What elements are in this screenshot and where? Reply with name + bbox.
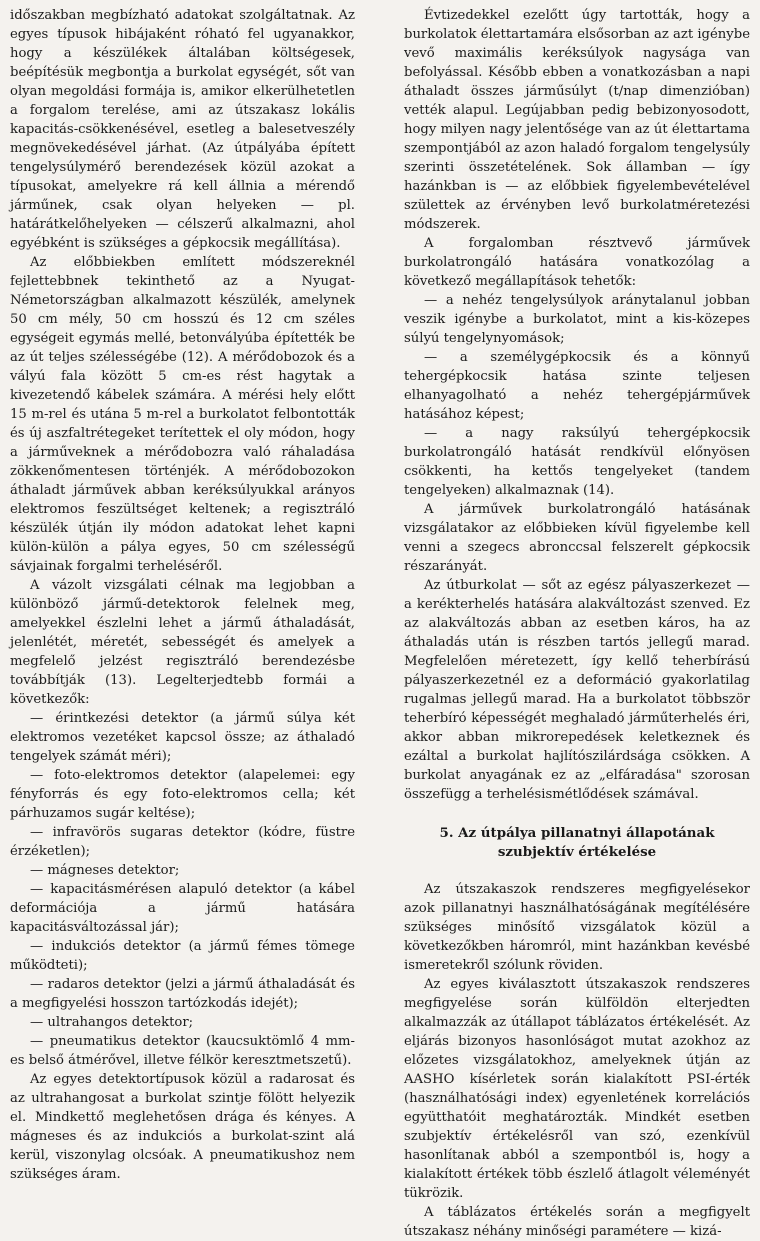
paragraph: A járművek burkolatrongáló hatásának vizsgálatakor az előbbieken kívül figyelembe kell venni a szegecs abronccsal felszerelt gépkocsik részarányát.	[404, 502, 750, 574]
right-column	[404, 6, 750, 1241]
list-item: — radaros detektor (jelzi a jármű áthaladását és a megfigyelési hosszon tartózkodás idejét);	[10, 977, 355, 1011]
list-item: — kapacitásmérésen alapuló detektor (a kábel deformációja a jármű hatására kapacitásváltozással jár);	[10, 882, 355, 935]
left-column	[10, 6, 355, 1184]
list-item: — a személygépkocsik és a könnyű tehergépkocsik hatása szinte teljesen elhanyagolható a nehéz tehergépjárművek hatásához képest;	[404, 350, 750, 422]
paragraph: Az útszakaszok rendszeres megfigyelésekor azok pillanatnyi használhatóságának megítélésére szükséges minősítő vizsgálatok közül a következőkben háromról, mint hazánkban kevésbé ismeretekről szólunk röviden.	[404, 882, 750, 973]
list-item: — ultrahangos detektor;	[30, 1015, 194, 1030]
list-item: — pneumatikus detektor (kaucsuktömlő 4 mm-es belső átmérővel, illetve félkör keresztmetszetű).	[10, 1034, 355, 1068]
list-item: — a nehéz tengelysúlyok aránytalanul jobban veszik igénybe a burkolatot, mint a kis-közepes súlyú tengelynyomások;	[404, 293, 750, 346]
paragraph: Évtizedekkel ezelőtt úgy tartották, hogy a burkolatok élettartamára elsősorban az azt igénybe vevő maximális keréksúlyok nagysága van befolyással. Később ebben a vonatkozásban a napi áthaladt összes járműsúlyt (t/nap dimenzióban) vették alapul. Legújabban pedig bebizonyosodott, hogy milyen nagy jelentősége van az út élettartama szempontjából az azon haladó forgalom tengelysúly szerinti összetételének. Sok államban — így hazánkban is — az előbbiek figyelembevételével születtek az érvényben levő burkolatméretezési módszerek.	[404, 8, 750, 232]
list-item: — mágneses detektor;	[30, 863, 180, 878]
list-item: — a nagy raksúlyú tehergépkocsik burkolatrongáló hatását rendkívül előnyösen csökkenti, ha kettős tengelyeket (tandem tengelyeken) alkalmaznak (14).	[404, 426, 750, 498]
paragraph: A vázolt vizsgálati célnak ma legjobban a különböző jármű-detektorok felelnek meg, amelyekkel észlelni lehet a jármű áthaladását, jelenlétét, méretét, sebességét és amelyek a megfelelő jelzést regisztráló berendezésbe továbbítják (13). Legelterjedtebb formái a következők:	[10, 578, 355, 707]
paragraph: Az útburkolat — sőt az egész pályaszerkezet — a kerékterhelés hatására alakváltozást szenved. Ez az alakváltozás abban az esetben káros, ha az áthaladás után is részben tartós jellegű marad. Megfelelően méretezett, így kellő teherbírású pályaszerkezetnél ez a deformáció gyakorlatilag rugalmas jellegű marad. Ha a burkolatot többször teherbíró képességét meghaladó járműterhelés éri, akkor abban mikrorepedések keletkeznek és ezáltal a burkolat hajlítószilárdsága csökken. A burkolat anyagának ez az „elfáradása" szorosan összefügg a terhelésismétlődések számával.	[404, 578, 750, 802]
paragraph: A táblázatos értékelés során a megfigyelt útszakasz néhány minőségi paramétere — kizá-	[404, 1205, 750, 1239]
list-item: — indukciós detektor (a jármű fémes tömege működteti);	[10, 939, 355, 973]
list-item: — infravörös sugaras detektor (kódre, füstre érzéketlen);	[10, 825, 355, 859]
paragraph: időszakban megbízható adatokat szolgáltatnak. Az egyes típusok hibájaként róható fel ugyanakkor, hogy a készülékek általában költségesek, beépítésük megbontja a burkolat egységét, sőt van olyan megoldási formája is, amikor elkerülhetetlen a forgalom terelése, ami az útszakasz lokális kapacitás-csökkenésével, esetleg a balesetveszély megnövekedésével járhat. (Az útpályába épített tengelysúlymérő berendezések közül azokat a típusokat, amelyekre rá kell állnia a mérendő járműnek, csak olyan helyeken — pl. határátkelőhelyeken — célszerű alkalmazni, ahol egyébként is szükséges a gépkocsik megállítása).	[10, 8, 355, 251]
section-heading: 5. Az útpálya pillanatnyi állapotának szubjektív értékelése	[439, 825, 715, 860]
paragraph: Az előbbiekben említett módszereknél fejlettebbnek tekinthető az a Nyugat-Németországban alkalmazott készülék, amelynek 50 cm mély, 50 cm hosszú és 12 cm széles egységeit egymás mellé, betonvályúba építették be az út teljes szélességébe (12). A mérődobozok és a vályú fala között 5 cm-es rést hagytak a kivezetendő kábelek számára. A mérési hely előtt 15 m-rel és utána 5 m-rel a burkolatot felbontották és új aszfaltrétegeket terítettek el oly módon, hogy a járműveknek a mérődobozra való ráhaladása zökkenőmentesen történjék. A mérődobozokon áthaladt járművek abban keréksúlyukkal arányos elektromos feszültséget keltenek; a regisztráló készülék útján ily módon adatokat lehet kapni külön-külön a pálya egyes, 50 cm szélességű sávjainak forgalmi terheléséről.	[10, 255, 355, 574]
list-item: — foto-elektromos detektor (alapelemei: egy fényforrás és egy foto-elektromos cella; két párhuzamos sugár keltése);	[10, 768, 355, 821]
paragraph: Az egyes detektortípusok közül a radarosat és az ultrahangosat a burkolat szintje fölött helyezik el. Mindkettő meglehetősen drága és kényes. A mágneses és az indukciós a burkolat-szint alá kerül, viszonylag olcsóak. A pneumatikushoz nem szükséges áram.	[10, 1072, 355, 1182]
paragraph: A forgalomban résztvevő járművek burkolatrongáló hatására vonatkozólag a következő megállapítások tehetők:	[404, 236, 750, 289]
paragraph: Az egyes kiválasztott útszakaszok rendszeres megfigyelése során külföldön elterjedten alkalmazzák az útállapot táblázatos értékelését. Az eljárás bizonyos hasonlóságot mutat azokhoz az előzetes vizsgálatokhoz, amelyeknek útján az AASHO kísérletek során kialakított PSI-érték (használhatósági index) egyenletének korrelációs együtthatóit meghatározták. Mindkét esetben szubjektív értékelésről van szó, ezenkívül hasonlítanak abból a szempontból is, hogy a kialakított értékek több észlelő átlagolt véleményét tükrözik.	[404, 977, 750, 1201]
list-item: — érintkezési detektor (a jármű súlya két elektromos vezetéket kapcsol össze; az áthaladó tengelyek számát méri);	[10, 711, 355, 764]
